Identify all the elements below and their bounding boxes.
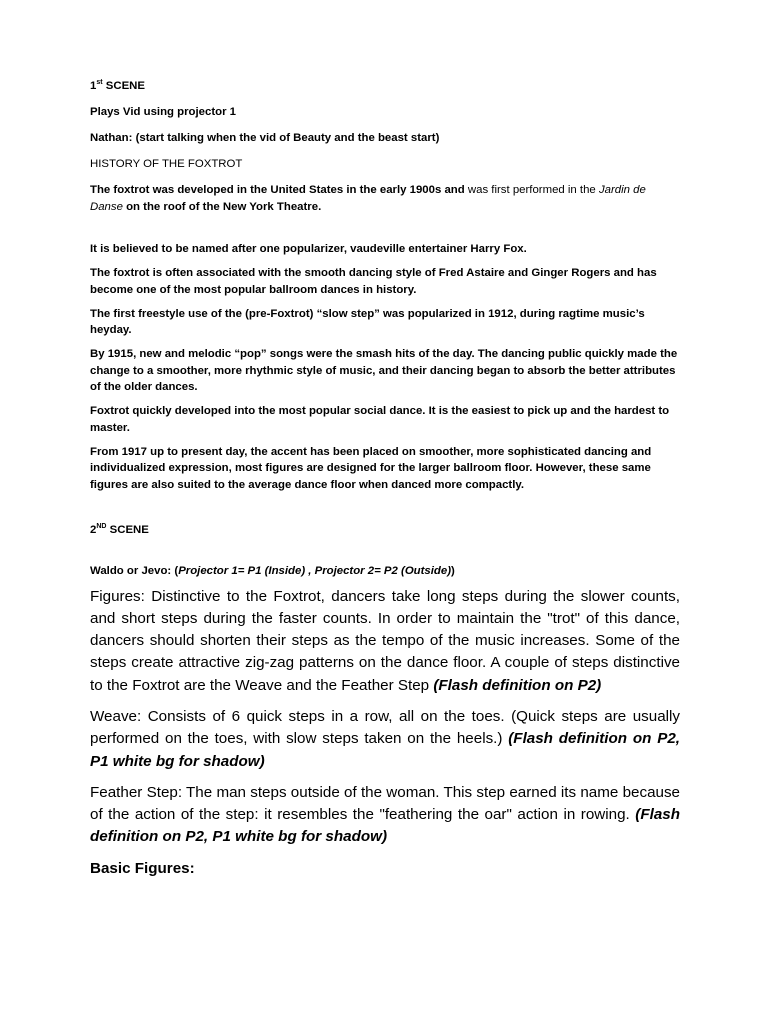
scene-1: [90, 78, 680, 580]
history-paragraph-6: Foxtrot quickly developed into the most popular social dance. It is the easiest to pick up and the hardest to master.: [90, 405, 670, 434]
history-paragraph-7: From 1917 up to present day, the accent has been placed on smoother, more sophisticated dancing and individualized expression, most figures are designed for the larger ballroom floor. However, these same figures are also suited to the average dance floor when danced more compactly.: [90, 445, 652, 491]
nathan-line: Nathan: (start talking when the vid of Beauty and the beast start): [90, 132, 440, 144]
history-paragraph-4: The first freestyle use of the (pre-Foxtrot) “slow step” was popularized in 1912, during ragtime music’s heyday.: [90, 307, 645, 336]
history-paragraph-2: It is believed to be named after one popularizer, vaudeville entertainer Harry Fox.: [90, 243, 527, 255]
scene-2-body: [90, 586, 680, 881]
figures-paragraph: Figures: Distinctive to the Foxtrot, dancers take long steps during the slower counts, and short steps during the faster counts. In order to maintain the "trot" of this dance, dancers should shorten their steps as the tempo of the music increases. Some of the steps create attractive zig-zag patterns on the dance floor. A couple of steps distinctive to the Foxtrot are the Weave and the Feather Step (Flash definition on P2): [90, 587, 680, 694]
history-paragraph-1: The foxtrot was developed in the United States in the early 1900s and was first performed in the Jardin de Danse on the roof of the New York Theatre.: [90, 184, 646, 213]
document-page: [90, 78, 680, 880]
history-paragraph-5: By 1915, new and melodic “pop” songs were the smash hits of the day. The dancing public quickly made the change to a smoother, more rhythmic style of music, and their dancing began to absorb the better attributes of the older dances.: [90, 348, 678, 393]
basic-figures-heading: Basic Figures:: [90, 859, 195, 877]
scene-2-title: 2ND SCENE: [90, 523, 149, 536]
weave-paragraph: Weave: Consists of 6 quick steps in a row, all on the toes. (Quick steps are usually performed on the toes, with slow steps taken on the heels.) (Flash definition on P2, P1 white bg for shadow): [90, 707, 680, 770]
cast-line: Waldo or Jevo: (Projector 1= P1 (Inside) , Projector 2= P2 (Outside)): [90, 565, 455, 577]
scene-1-title: 1st SCENE: [90, 79, 145, 92]
history-paragraph-3: The foxtrot is often associated with the smooth dancing style of Fred Astaire and Ginger Rogers and has become one of the most popular ballroom dances in history.: [90, 267, 657, 296]
history-heading: HISTORY OF THE FOXTROT: [90, 158, 243, 170]
projector-line: Plays Vid using projector 1: [90, 106, 237, 118]
feather-step-paragraph: Feather Step: The man steps outside of the woman. This step earned its name because of the action of the step: it resembles the "feathering the oar" action in rowing. (Flash definition on P2, P1 white bg for shadow): [90, 783, 680, 846]
